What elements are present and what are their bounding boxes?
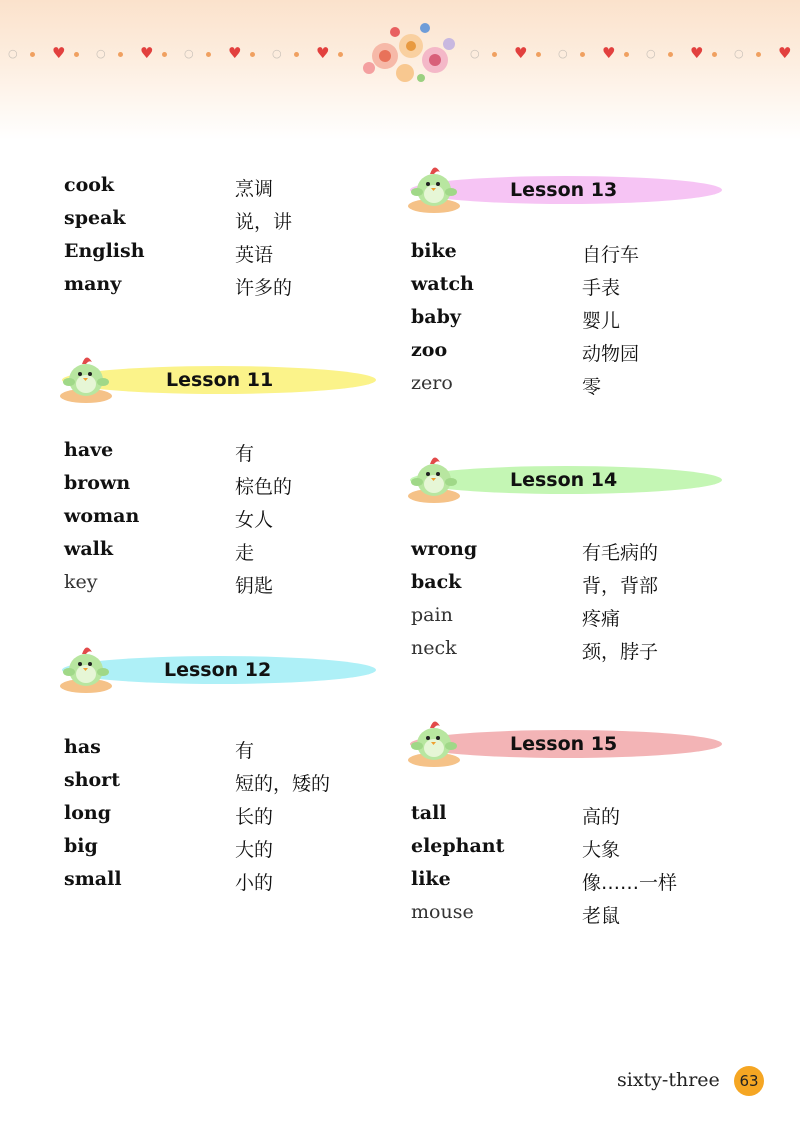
heart-icon: ♥ [316, 44, 330, 62]
vocab-meaning: 大的 [235, 839, 274, 861]
vocab-word: many [64, 273, 122, 295]
lesson-title: Lesson 12 [164, 659, 272, 681]
vocab-meaning: 棕色的 [235, 476, 293, 498]
vocab-meaning: 钥匙 [235, 575, 274, 597]
vocab-meaning: 高的 [582, 806, 621, 828]
ring-icon: ○ [184, 47, 194, 60]
vocab-meaning: 短的，矮的 [235, 773, 331, 795]
vocab-meaning: 英语 [235, 244, 274, 266]
vocab-meaning: 小的 [235, 872, 274, 894]
vocab-word: short [64, 769, 120, 791]
green-bird-mascot-icon [56, 344, 122, 406]
vocab-word: tall [411, 802, 447, 824]
vocab-word: speak [64, 207, 126, 229]
dot-icon [162, 52, 167, 57]
vocab-meaning: 有毛病的 [582, 542, 659, 564]
vocab-meaning: 长的 [235, 806, 274, 828]
vocab-meaning: 老鼠 [582, 905, 621, 927]
green-bird-mascot-icon [404, 708, 470, 770]
vocab-word: has [64, 736, 101, 758]
vocab-word: long [64, 802, 111, 824]
lesson-title: Lesson 13 [510, 179, 618, 201]
green-bird-mascot-icon [404, 444, 470, 506]
vocab-word: baby [411, 306, 461, 328]
vocab-word: zero [411, 372, 453, 394]
dot-icon [206, 52, 211, 57]
ring-icon: ○ [96, 47, 106, 60]
dot-icon [624, 52, 629, 57]
dot-icon [712, 52, 717, 57]
vocab-meaning: 动物园 [582, 343, 640, 365]
vocab-meaning: 颈，脖子 [582, 641, 659, 663]
green-bird-mascot-icon [404, 154, 470, 216]
vocab-meaning: 婴儿 [582, 310, 621, 332]
dot-icon [250, 52, 255, 57]
vocab-word: neck [411, 637, 457, 659]
vocab-meaning: 有 [235, 740, 255, 762]
heart-icon: ♥ [778, 44, 792, 62]
vocab-meaning: 烹调 [235, 178, 274, 200]
heart-icon: ♥ [52, 44, 66, 62]
page-number-word: sixty-three [617, 1069, 720, 1091]
vocab-word: big [64, 835, 98, 857]
vocab-meaning: 女人 [235, 509, 274, 531]
vocab-meaning: 背，背部 [582, 575, 659, 597]
ring-icon: ○ [470, 47, 480, 60]
vocab-meaning: 疼痛 [582, 608, 621, 630]
lesson-12-banner [62, 652, 380, 686]
vocab-word: like [411, 868, 451, 890]
ring-icon: ○ [646, 47, 656, 60]
lesson-13-banner [410, 172, 726, 206]
vocab-meaning: 像……一样 [582, 872, 678, 894]
dot-icon [580, 52, 585, 57]
vocab-word: small [64, 868, 122, 890]
vocab-word: pain [411, 604, 453, 626]
heart-icon: ♥ [228, 44, 242, 62]
lesson-title: Lesson 11 [166, 369, 274, 391]
dot-icon [338, 52, 343, 57]
lesson-title: Lesson 14 [510, 469, 618, 491]
vocab-word: mouse [411, 901, 474, 923]
vocab-word: brown [64, 472, 131, 494]
dot-icon [536, 52, 541, 57]
vocab-word: watch [411, 273, 474, 295]
vocab-meaning: 手表 [582, 277, 621, 299]
lesson-15-banner [410, 726, 726, 760]
vocab-word: back [411, 571, 462, 593]
dot-icon [118, 52, 123, 57]
vocab-meaning: 许多的 [235, 277, 293, 299]
vocab-word: woman [64, 505, 140, 527]
ring-icon: ○ [8, 47, 18, 60]
vocab-meaning: 大象 [582, 839, 621, 861]
vocab-meaning: 有 [235, 443, 255, 465]
vocab-meaning: 自行车 [582, 244, 640, 266]
ring-icon: ○ [558, 47, 568, 60]
vocab-meaning: 走 [235, 542, 255, 564]
lesson-11-banner [62, 362, 380, 396]
vocab-word: wrong [411, 538, 478, 560]
green-bird-mascot-icon [56, 634, 122, 696]
heart-icon: ♥ [514, 44, 528, 62]
dot-icon [492, 52, 497, 57]
heart-icon: ♥ [690, 44, 704, 62]
ring-icon: ○ [272, 47, 282, 60]
header-decoration-band [0, 0, 800, 140]
vocab-word: elephant [411, 835, 505, 857]
dot-icon [756, 52, 761, 57]
dot-icon [30, 52, 35, 57]
vocab-word: bike [411, 240, 457, 262]
dot-icon [668, 52, 673, 57]
vocab-word: key [64, 571, 98, 593]
vocab-word: zoo [411, 339, 448, 361]
vocab-meaning: 零 [582, 376, 602, 398]
lesson-title: Lesson 15 [510, 733, 618, 755]
vocab-word: walk [64, 538, 114, 560]
dot-icon [294, 52, 299, 57]
page-number-badge: 63 [734, 1066, 764, 1096]
lesson-14-banner [410, 462, 726, 496]
heart-icon: ♥ [140, 44, 154, 62]
vocab-word: cook [64, 174, 115, 196]
vocab-word: have [64, 439, 114, 461]
vocab-word: English [64, 240, 145, 262]
ring-icon: ○ [734, 47, 744, 60]
vocab-meaning: 说，讲 [235, 211, 293, 233]
heart-icon: ♥ [602, 44, 616, 62]
flower-cluster-icon [355, 18, 460, 88]
dot-icon [74, 52, 79, 57]
